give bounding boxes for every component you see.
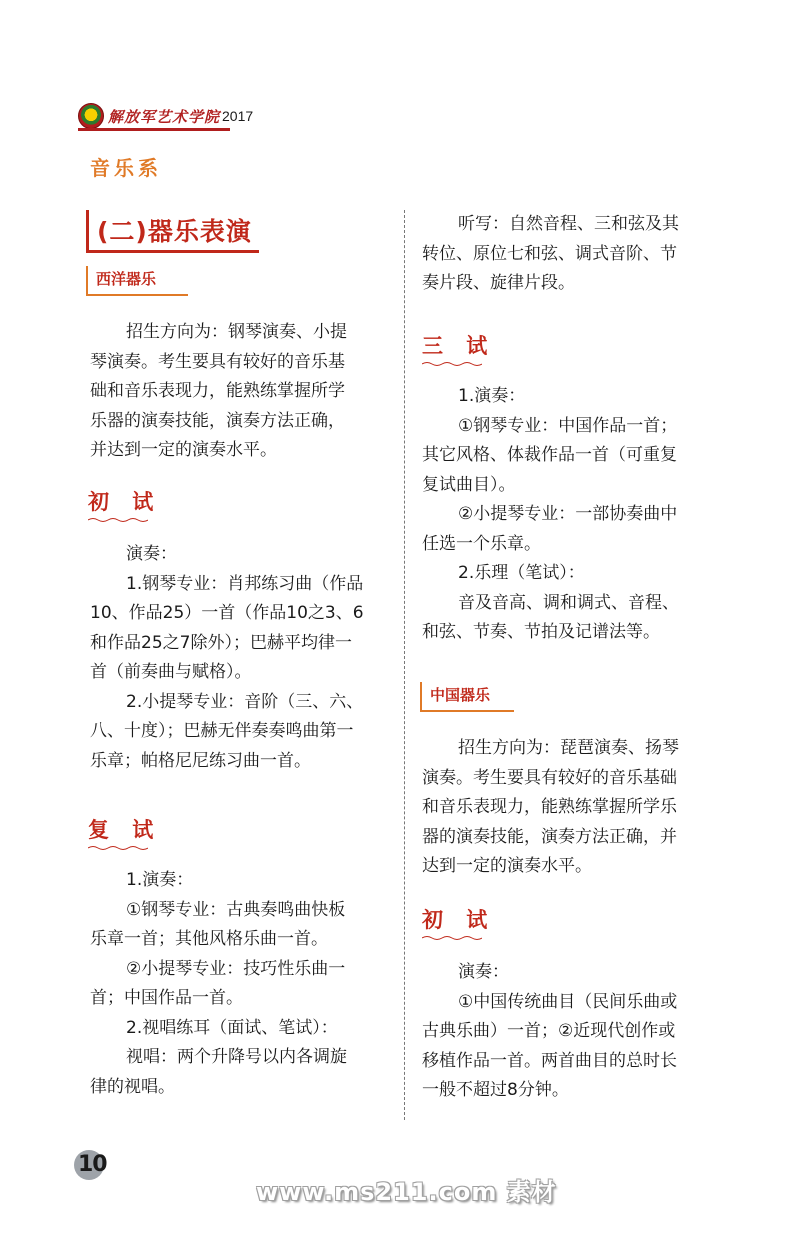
text-line: [90, 1014, 347, 1044]
text-line-content: 复试曲目）。: [422, 474, 516, 495]
text-line-content: 2.乐理（笔试）：: [458, 563, 585, 583]
text-line: [422, 589, 679, 619]
school-logo: [78, 103, 220, 129]
text-line-content: 移植作品一首。两首曲目的总时长: [422, 1050, 677, 1071]
text-line: [422, 471, 679, 501]
text-line: [422, 210, 679, 240]
third-round-requirements: [422, 382, 679, 648]
text-line: [422, 958, 677, 988]
text-line: [90, 629, 364, 659]
text-line: [422, 530, 679, 560]
page-number-badge: [74, 1150, 107, 1180]
text-line: [422, 500, 679, 530]
text-line-content: ①钢琴专业：中国作品一首；: [458, 415, 678, 436]
stage-title: 三 试: [422, 333, 496, 358]
text-line-content: 础和音乐表现力，能熟练掌握所学: [90, 381, 345, 401]
text-line-content: 和音乐表现力，能熟练掌握所学乐: [422, 797, 677, 817]
text-line: [90, 955, 347, 985]
text-line-content: 并达到一定的演奏水平。: [90, 440, 277, 460]
subsection-title-chinese: 中国器乐: [430, 686, 491, 704]
text-line: [422, 618, 679, 648]
text-line-content: 和弦、节奏、节拍及记谱法等。: [422, 622, 660, 642]
subsection-box-western: [86, 266, 188, 296]
text-line-content: 听写：自然音程、三和弦及其: [458, 214, 679, 234]
dictation-requirements: [422, 210, 679, 299]
stage-title: 初 试: [88, 489, 162, 514]
wavy-underline: [422, 361, 482, 367]
wavy-underline: [422, 935, 482, 941]
school-name-logotype: 解放军艺术学院: [108, 107, 221, 126]
text-line-content: 演奏。考生要具有较好的音乐基础: [422, 767, 677, 788]
text-line: [422, 852, 679, 882]
text-line-content: 首（前奏曲与赋格）。: [90, 662, 252, 682]
text-line-content: 演奏：: [458, 962, 509, 982]
text-line-content: 1.演奏：: [126, 870, 194, 890]
text-line-content: ②小提琴专业：一部协奏曲中: [458, 504, 678, 524]
wavy-underline: [88, 517, 148, 523]
column-divider: [404, 210, 405, 1120]
text-line-content: 视唱：两个升降号以内各调旋: [126, 1047, 347, 1067]
text-line-content: ①中国传统曲目（民间乐曲或: [458, 991, 678, 1012]
text-line-content: 1.演奏：: [458, 386, 526, 406]
text-line-content: 律的视唱。: [90, 1076, 175, 1097]
stage-title: 初 试: [422, 907, 496, 932]
text-line-content: 2.视唱练耳（面试、笔试）：: [126, 1017, 338, 1038]
subsection-title-western: 西洋器乐: [96, 270, 157, 288]
text-line: [90, 896, 347, 926]
chinese-intro: [422, 734, 679, 882]
text-line-content: 八、十度）；巴赫无伴奏奏鸣曲第一: [90, 721, 354, 741]
second-round-requirements: [90, 866, 347, 1102]
text-line-content: ①钢琴专业：古典奏鸣曲快板: [126, 899, 346, 920]
text-line: [90, 348, 347, 378]
text-line: [422, 441, 679, 471]
preliminary-requirements: [90, 540, 364, 776]
chinese-preliminary-requirements: [422, 958, 677, 1106]
text-line: [90, 599, 364, 629]
text-line-content: 器的演奏技能，演奏方法正确，并: [422, 826, 677, 847]
text-line: [90, 407, 347, 437]
text-line: [90, 540, 364, 570]
wavy-underline: [88, 845, 148, 851]
text-line: [422, 764, 679, 794]
emblem-icon: [78, 103, 104, 129]
text-line: [90, 318, 347, 348]
stage-heading-second: [88, 814, 161, 851]
text-line: [422, 382, 679, 412]
text-line: [90, 984, 347, 1014]
watermark: www.ms211.com 素材: [256, 1178, 557, 1206]
text-line: [422, 559, 679, 589]
text-line-content: 2.小提琴专业：音阶（三、六、: [126, 691, 364, 712]
text-line-content: 其它风格、体裁作品一首（可重复: [422, 445, 677, 465]
header-year: 2017: [222, 108, 254, 124]
western-intro: [90, 318, 347, 466]
text-line-content: 招生方向为：钢琴演奏、小提: [126, 322, 347, 342]
text-line: [422, 412, 679, 442]
text-line: [422, 1017, 677, 1047]
text-line: [422, 793, 679, 823]
text-line: [90, 717, 364, 747]
text-line: [422, 823, 679, 853]
text-line-content: 音及音高、调和调式、音程、: [458, 592, 679, 613]
text-line-content: 乐器的演奏技能，演奏方法正确，: [90, 410, 345, 431]
section-title-box: [86, 210, 259, 253]
text-line: [90, 1073, 347, 1103]
text-line: [90, 570, 364, 600]
stage-heading-third: [422, 330, 495, 367]
text-line-content: 乐章一首；其他风格乐曲一首。: [90, 929, 328, 949]
text-line: [90, 688, 364, 718]
text-line-content: 琴演奏。考生要具有较好的音乐基: [90, 351, 345, 372]
text-line-content: 达到一定的演奏水平。: [422, 856, 592, 876]
text-line-content: 任选一个乐章。: [422, 533, 541, 554]
stage-heading-preliminary: [88, 486, 161, 523]
book-header: [78, 104, 253, 128]
text-line-content: 招生方向为：琵琶演奏、扬琴: [458, 738, 679, 758]
text-line: [422, 988, 677, 1018]
section-title: (二)器乐表演: [97, 217, 252, 246]
stage-title: 复 试: [88, 817, 162, 842]
text-line-content: 10、作品25）一首（作品10之3、6: [90, 603, 364, 623]
subsection-box-chinese: [420, 682, 514, 712]
text-line: [90, 866, 347, 896]
header-rule: [78, 128, 230, 131]
text-line-content: 古典乐曲）一首；②近现代创作或: [422, 1021, 676, 1041]
text-line: [90, 377, 347, 407]
text-line: [90, 1043, 347, 1073]
text-line: [422, 1047, 677, 1077]
text-line-content: 演奏：: [126, 544, 177, 564]
text-line-content: 和作品25之7除外）；巴赫平均律一: [90, 632, 352, 653]
text-line: [422, 240, 679, 270]
text-line-content: 首；中国作品一首。: [90, 988, 243, 1008]
text-line-content: 奏片段、旋律片段。: [422, 273, 575, 293]
text-line: [422, 269, 679, 299]
page-number: 10: [78, 1152, 107, 1177]
text-line-content: 一般不超过8分钟。: [422, 1080, 569, 1100]
text-line: [90, 925, 347, 955]
text-line-content: 转位、原位七和弦、调式音阶、节: [422, 243, 677, 264]
stage-heading-chinese-preliminary: [422, 904, 495, 941]
text-line-content: 1.钢琴专业：肖邦练习曲（作品: [126, 573, 364, 594]
text-line-content: ②小提琴专业：技巧性乐曲一: [126, 958, 346, 979]
text-line: [90, 658, 364, 688]
text-line: [422, 1076, 677, 1106]
text-line: [90, 747, 364, 777]
department-title: 音乐系: [90, 156, 162, 180]
text-line: [90, 436, 347, 466]
text-line: [422, 734, 679, 764]
text-line-content: 乐章；帕格尼尼练习曲一首。: [90, 750, 311, 771]
